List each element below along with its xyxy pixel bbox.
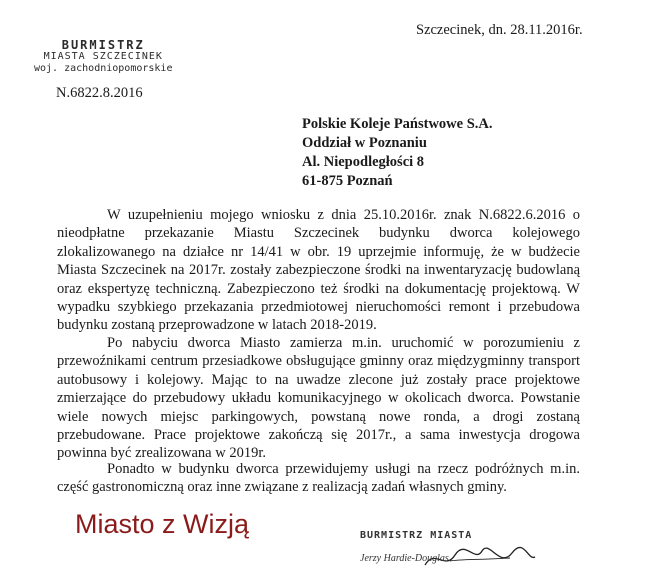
recipient-line: Al. Niepodległości 8 [302,154,425,170]
stamp-line-2: MIASTA SZCZECINEK [43,51,163,62]
recipient-line: 61-875 Poznań [302,173,393,189]
signature-stamp: BURMISTRZ MIASTA [360,530,473,541]
stamp-line-1: BURMISTRZ [61,38,145,52]
reference-number: N.6822.8.2016 [56,85,143,101]
body-paragraph-1: W uzupełnieniu mojego wniosku z dnia 25.10.2016r. znak N.6822.6.2016 o nieodpłatne przekazanie Miastu Szczecinek budynku dworca kolejowego zlokalizowanego na działce nr 14/41 w obr. 19 uprzejmie informuję, że w budżecie Miasta Szczecinek na 2017r. zostały zabezpieczone środki na inwentaryzację budowlaną oraz ekspertyzę techniczną. Zabezpieczono też środki na dokumentację projektową. W wypadku szybkiego przekazania przedmiotowej nieruchomości remont i przebudowa budynku zostaną przeprowadzone w latach 2018-2019. [57,207,580,334]
stamp-line-3: woj. zachodniopomorskie [34,63,173,74]
office-stamp [34,39,172,75]
body-paragraph-3: Ponadto w budynku dworca przewidujemy usługi na rzecz podróżnych m.in. część gastronomiczną oraz inne związane z realizacją zadań własnych gminy. [57,461,580,496]
city-logo-text: Miasto z Wizją [75,509,250,539]
recipient-address [302,115,493,191]
recipient-line: Polskie Koleje Państwowe S.A. [302,116,493,132]
body-paragraph-2: Po nabyciu dworca Miasto zamierza m.in. uruchomić w porozumieniu z przewoźnikami centrum przesiadkowe obsługujące gminny oraz międzygminny transport autobusowy i kolejowy. Mając to na uwadze zlecone już zostały prace projektowe zmierzające do przebudowy układu komunikacyjnego w okolicach dworca. Powstanie wiele nowych miejsc parkingowych, powstaną nowe ronda, a drogi zostaną przebudowane. Prace projektowe zakończą się 2017r., a sama inwestycja drogowa powinna być zrealizowana w 2019r. [57,335,580,462]
letter-date: Szczecinek, dn. 28.11.2016r. [416,22,583,38]
recipient-line: Oddział w Poznaniu [302,135,427,151]
signer-name: Jerzy Hardie-Douglas [360,553,449,564]
